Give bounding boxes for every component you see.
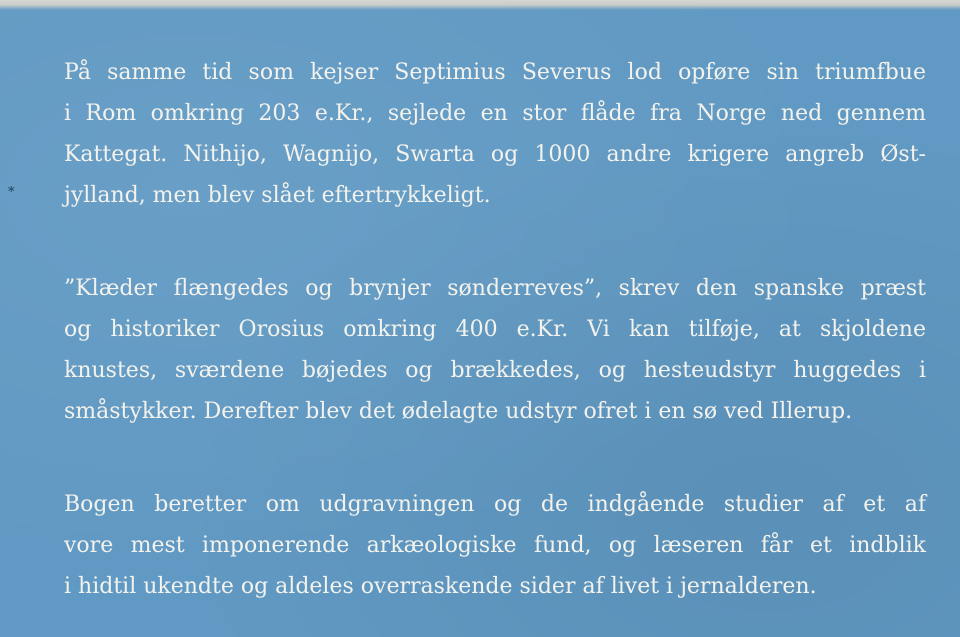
top-edge xyxy=(0,0,960,10)
text-line: småstykker. Derefter blev det ødelagte udstyr ofret i en sø ved Illerup. xyxy=(64,399,853,424)
text-line: jylland, men blev slået eftertrykkeligt. xyxy=(64,183,491,208)
print-speck: * xyxy=(8,185,15,200)
text-line: På samme tid som kejser Septimius Severus lod opføre sin triumfbue xyxy=(64,60,926,85)
paragraph-1 xyxy=(64,52,926,216)
paragraph-2 xyxy=(64,268,926,432)
blurb-text xyxy=(64,52,926,637)
paragraph-3 xyxy=(64,484,926,607)
text-line: vore mest imponerende arkæologiske fund, og læseren får et indblik xyxy=(64,533,926,558)
text-line: i Rom omkring 203 e.Kr., sejlede en stor flåde fra Norge ned gennem xyxy=(64,101,926,126)
text-line: ”Klæder flængedes og brynjer sønderreves”, skrev den spanske præst xyxy=(64,276,926,301)
text-line: i hidtil ukendte og aldeles overraskende sider af livet i jernalderen. xyxy=(64,574,817,599)
text-line: Bogen beretter om udgravningen og de indgående studier af et af xyxy=(64,492,926,517)
text-line: Kattegat. Nithijo, Wagnijo, Swarta og 1000 andre krigere angreb Øst- xyxy=(64,142,926,167)
text-line: og historiker Orosius omkring 400 e.Kr. Vi kan tilføje, at skjoldene xyxy=(64,317,926,342)
text-line: knustes, sværdene bøjedes og brækkedes, og hesteudstyr huggedes i xyxy=(64,358,926,383)
